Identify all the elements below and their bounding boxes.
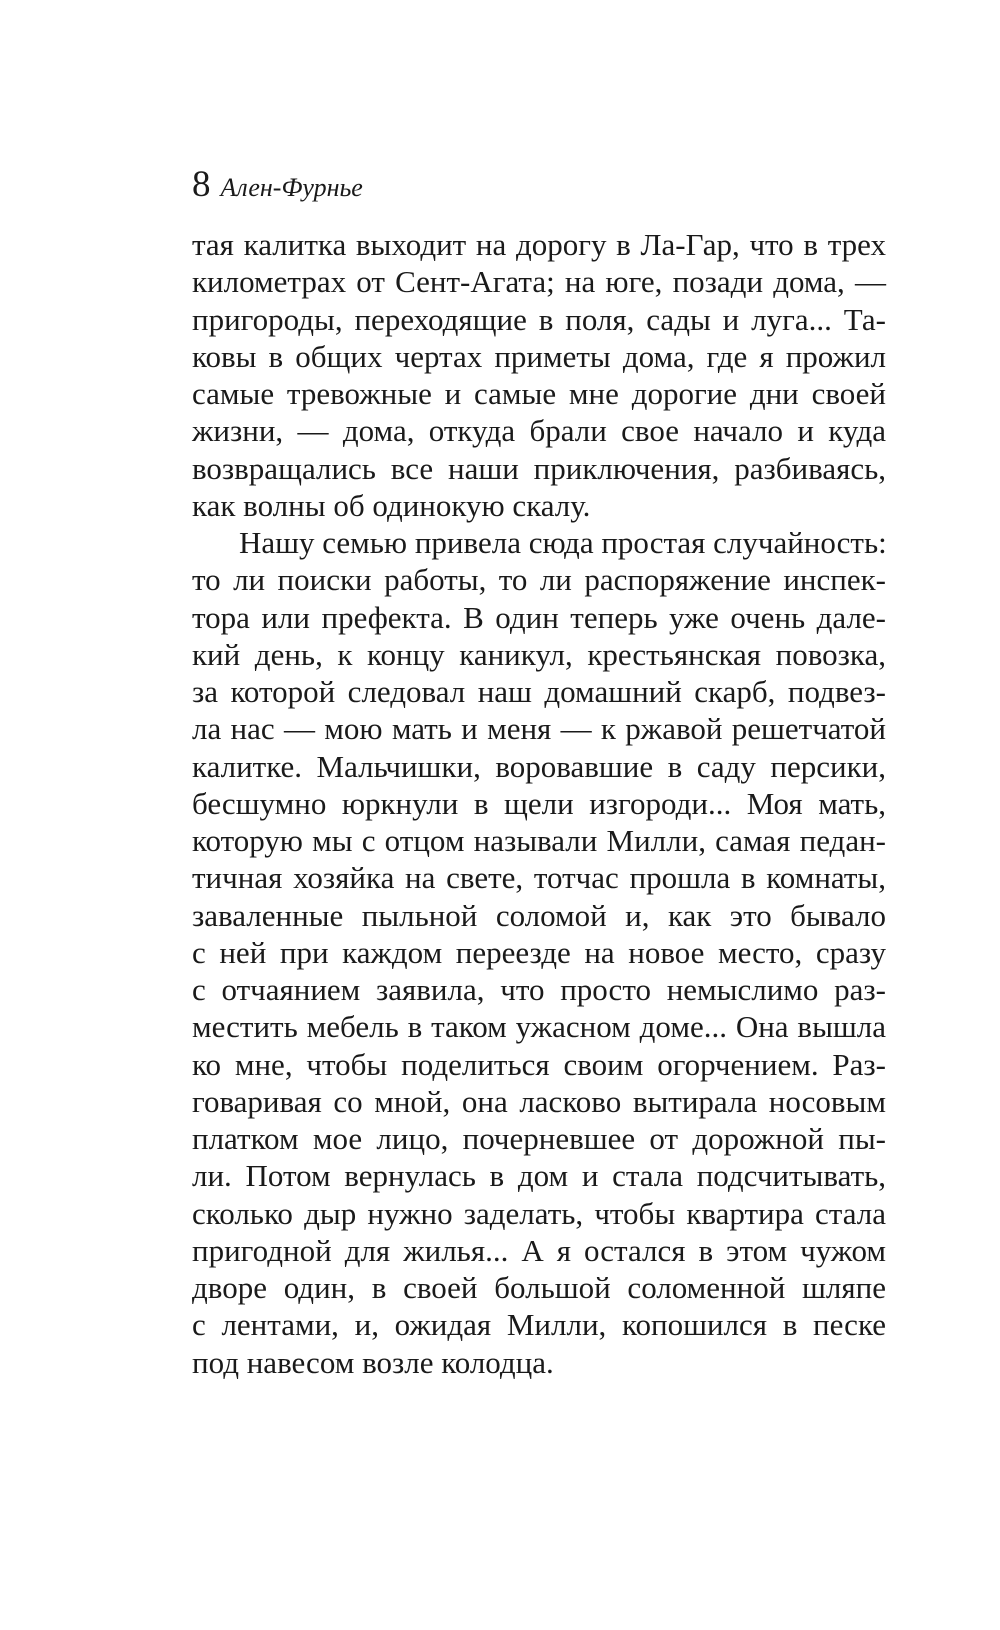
- text-line: за которой следовал наш домашний скарб, подвез-: [192, 674, 886, 709]
- text-line: платком мое лицо, почерневшее от дорожной пы-: [192, 1121, 886, 1156]
- text-line: под навесом возле колодца.: [192, 1344, 554, 1380]
- text-line: ко мне, чтобы поделиться своим огорчением. Раз-: [192, 1046, 886, 1082]
- text-line: дворе один, в своей большой соломенной шляпе: [192, 1270, 886, 1305]
- text-line: калитке. Мальчишки, воровавшие в саду персики,: [192, 748, 886, 784]
- text-line: то ли поиски работы, то ли распоряжение инспек-: [192, 562, 886, 598]
- text-line: кий день, к концу каникул, крестьянская повозка,: [192, 636, 886, 672]
- text-line: возвращались все наши приключения, разбиваясь,: [192, 450, 886, 486]
- text-line: километрах от Сент-Агата; на юге, позади дома, —: [192, 264, 886, 300]
- running-title: Ален-Фурнье: [220, 173, 363, 202]
- text-line: пригороды, переходящие в поля, сады и луга... Та-: [192, 301, 886, 337]
- text-line: местить мебель в таком ужасном доме... Она вышла: [192, 1009, 886, 1045]
- text-line: пригодной для жилья... А я остался в этом чужом: [192, 1232, 886, 1268]
- text-line: говаривая со мной, она ласково вытирала носовым: [192, 1083, 886, 1119]
- text-line: тичная хозяйка на свете, тотчас прошла в комнаты,: [192, 860, 886, 896]
- paragraph: [192, 226, 886, 524]
- text-line: жизни, — дома, откуда брали свое начало и куда: [192, 413, 886, 449]
- text-line: ла нас — мою мать и меня — к ржавой решетчатой: [192, 711, 886, 747]
- text-line: Нашу семью привела сюда простая случайность:: [239, 525, 887, 560]
- text-line: ли. Потом вернулась в дом и стала подсчитывать,: [192, 1158, 886, 1194]
- paragraph: [192, 524, 886, 1381]
- text-line: сколько дыр нужно заделать, чтобы квартира стала: [192, 1195, 886, 1231]
- text-line: ковы в общих чертах приметы дома, где я прожил: [192, 338, 886, 374]
- text-line: с ней при каждом переезде на новое место, сразу: [192, 934, 886, 970]
- body-text: [192, 226, 886, 1381]
- text-line: с отчаянием заявила, что просто немыслимо раз-: [192, 972, 886, 1007]
- text-line: тая калитка выходит на дорогу в Ла-Гар, что в трех: [192, 227, 886, 262]
- text-line: самые тревожные и самые мне дорогие дни своей: [192, 376, 886, 411]
- text-line: с лентами, и, ожидая Милли, копошился в песке: [192, 1307, 886, 1343]
- text-line: которую мы с отцом называли Милли, самая педан-: [192, 823, 886, 858]
- running-head: [192, 160, 363, 210]
- page-number: 8: [192, 164, 211, 205]
- text-line: тора или префекта. В один теперь уже очень дале-: [192, 599, 886, 635]
- text-line: заваленные пыльной соломой и, как это бывало: [192, 897, 886, 933]
- text-line: как волны об одинокую скалу.: [192, 487, 591, 523]
- text-line: бесшумно юркнули в щели изгороди... Моя мать,: [192, 785, 886, 821]
